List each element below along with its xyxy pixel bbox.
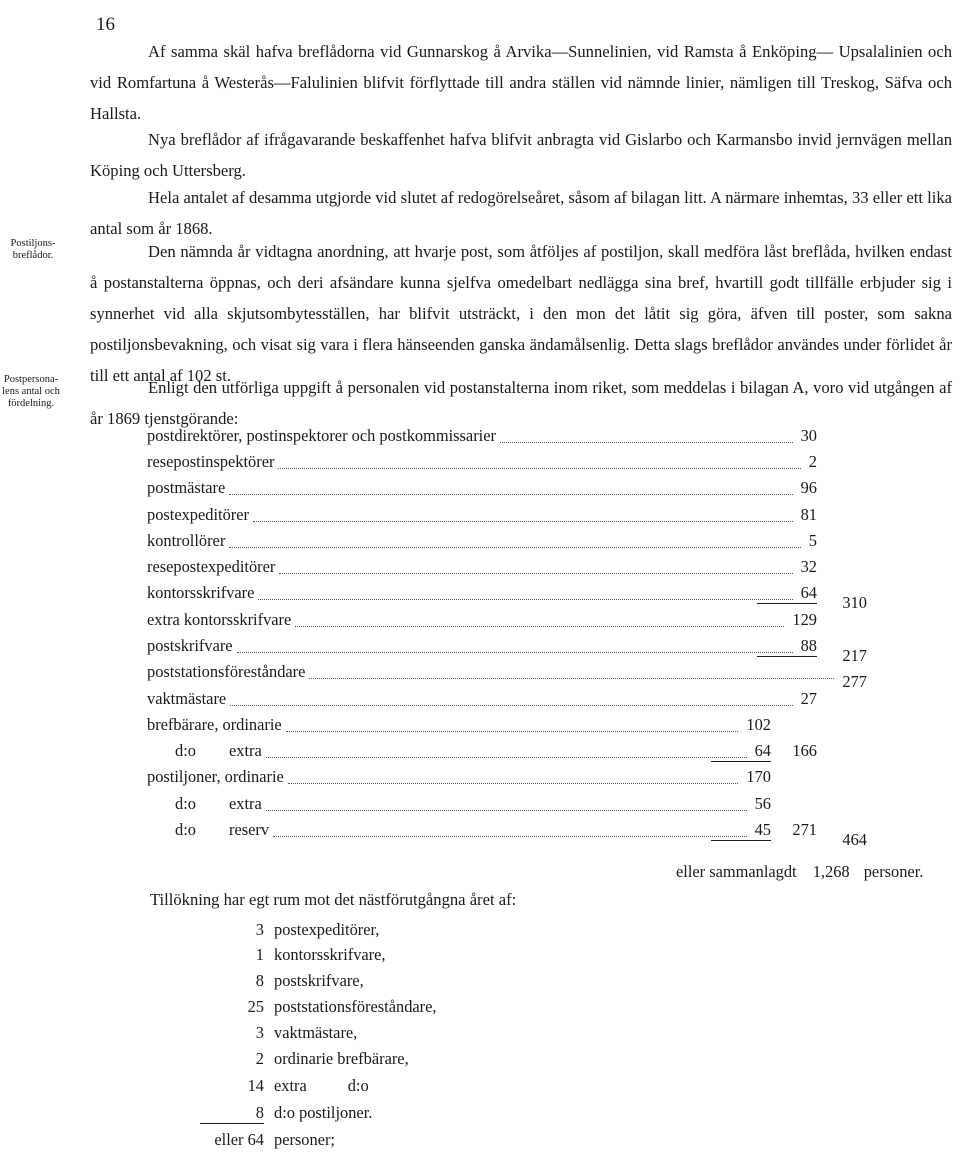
staff-category-label: d:o bbox=[175, 741, 196, 760]
paragraph-3: Hela antalet af desamma utgjorde vid slutet af redogörelseåret, såsom af bilagan litt. A närmare inhemtas, 33 eller ett lika antal som år 1868. bbox=[90, 188, 952, 238]
staff-table-row bbox=[147, 505, 947, 529]
staff-category-label: d:o bbox=[175, 794, 196, 813]
staff-count: 27 bbox=[800, 689, 817, 708]
staff-table-row bbox=[147, 426, 947, 450]
increase-intro: Tillökning har egt rum mot det nästförutgångna året af: bbox=[150, 890, 517, 909]
increase-count: 25 bbox=[247, 997, 264, 1016]
staff-category-label: d:o bbox=[175, 820, 196, 839]
increase-label: postskrifvare, bbox=[274, 971, 364, 990]
staff-table-row bbox=[147, 478, 947, 502]
staff-subcategory-label: reserv bbox=[229, 820, 270, 839]
total-value: 1,268 bbox=[812, 862, 850, 881]
staff-table-row bbox=[147, 636, 947, 665]
staff-table-row bbox=[147, 794, 947, 818]
total-suffix: personer. bbox=[863, 862, 924, 881]
staff-count: 96 bbox=[800, 478, 817, 497]
increase-label: extra d:o bbox=[274, 1076, 369, 1095]
staff-table-row bbox=[147, 531, 947, 555]
increase-label: ordinarie brefbärare, bbox=[274, 1049, 409, 1068]
staff-table-row bbox=[147, 557, 947, 581]
dot-leader bbox=[295, 626, 784, 627]
dot-leader bbox=[229, 547, 801, 548]
staff-category-label: resepostexpeditörer bbox=[147, 557, 276, 576]
total-prefix: eller sammanlagdt bbox=[676, 862, 797, 881]
dot-leader bbox=[258, 599, 793, 600]
staff-count: 56 bbox=[754, 794, 771, 813]
increase-count: 8 bbox=[255, 971, 264, 990]
increase-label: personer; bbox=[274, 1130, 335, 1149]
staff-count: 81 bbox=[800, 505, 817, 524]
staff-count: 32 bbox=[800, 557, 817, 576]
increase-label: poststationsföreståndare, bbox=[274, 997, 437, 1016]
staff-category-label: postdirektörer, postinspektorer och postkommissarier bbox=[147, 426, 496, 445]
staff-category-label: postexpeditörer bbox=[147, 505, 249, 524]
staff-table-row bbox=[147, 610, 947, 634]
staff-table-row bbox=[147, 767, 947, 791]
staff-table-row bbox=[147, 662, 947, 691]
staff-table-row bbox=[147, 689, 947, 713]
staff-count: 129 bbox=[792, 610, 817, 629]
staff-count: 166 bbox=[792, 741, 817, 760]
increase-count: 14 bbox=[247, 1076, 264, 1095]
dot-leader bbox=[286, 731, 738, 732]
paragraph-4: Den nämnda år vidtagna anordning, att hvarje post, som åtföljes af postiljon, skall medföra låst breflåda, hvilken endast å postanstalterna öppnas, och deri afsändare kunna sjelfva omedelbart nedlägga sina bref, hvartill godt tillfälle erbjuder sig i synnerhet vid alla skjutsombytesställen, har blifvit utsträckt, i den mon det låtit sig göra, äfven till poster, som sakna postiljonsbevakning, och visat sig vara i flera hänseenden ganska ändamålsenlig. Detta slags breflådor användes under förlidet år till ett antal af 102 st. bbox=[90, 242, 952, 385]
paragraph-1: Af samma skäl hafva breflådorna vid Gunnarskog å Arvika—Sunnelinien, vid Ramsta å Enköping— Upsalalinien och vid Romfartuna å Westerås—Falulinien blifvit förflyttade till andra ställen vid nämnde linier, nämligen till Treskog, Säfva och Hallsta. bbox=[90, 42, 952, 123]
increase-label: vaktmästare, bbox=[274, 1023, 358, 1042]
dot-leader bbox=[253, 521, 793, 522]
staff-category-label: brefbärare, ordinarie bbox=[147, 715, 282, 734]
dot-leader bbox=[279, 573, 793, 574]
increase-count: eller 64 bbox=[214, 1130, 264, 1149]
dot-leader bbox=[266, 810, 747, 811]
paragraph-5: Enligt den utförliga uppgift å personalen vid postanstalterna inom riket, som meddelas i bilagan A, voro vid utgången af år 1869 tjenstgörande: bbox=[90, 378, 952, 428]
staff-category-label: postskrifvare bbox=[147, 636, 233, 655]
staff-category-label: poststationsföreståndare bbox=[147, 662, 306, 681]
staff-count: 102 bbox=[746, 715, 771, 734]
staff-table-row bbox=[147, 715, 947, 739]
staff-table-row bbox=[147, 452, 947, 476]
staff-count: 88 bbox=[757, 636, 817, 657]
staff-count: 464 bbox=[842, 830, 867, 849]
staff-table-row bbox=[147, 583, 947, 612]
increase-label: d:o postiljoner. bbox=[274, 1103, 373, 1122]
staff-subcategory-label: extra bbox=[229, 741, 262, 760]
dot-leader bbox=[309, 678, 834, 679]
page-number: 16 bbox=[96, 14, 115, 35]
staff-count: 5 bbox=[808, 531, 817, 550]
dot-leader bbox=[500, 442, 793, 443]
staff-table-row bbox=[147, 820, 947, 849]
staff-table-row bbox=[147, 741, 947, 765]
increase-count: 1 bbox=[255, 945, 264, 964]
staff-count: 170 bbox=[746, 767, 771, 786]
margin-note-postiljons: Postiljons- breflådor. bbox=[10, 238, 56, 261]
increase-count: 8 bbox=[200, 1103, 264, 1124]
margin-note-postpersonal: Postpersona- lens antal och fördelning. bbox=[2, 374, 60, 409]
staff-count: 64 bbox=[711, 741, 771, 762]
dot-leader bbox=[266, 757, 747, 758]
staff-category-label: postmästare bbox=[147, 478, 226, 497]
dot-leader bbox=[278, 468, 801, 469]
dot-leader bbox=[273, 836, 747, 837]
staff-count: 271 bbox=[792, 820, 817, 839]
staff-category-label: extra kontorsskrifvare bbox=[147, 610, 292, 629]
paragraph-2: Nya breflådor af ifrågavarande beskaffenhet hafva blifvit anbragta vid Gislarbo och Karmansbo invid jernvägen mellan Köping och Uttersberg. bbox=[90, 130, 952, 180]
staff-category-label: resepostinspektörer bbox=[147, 452, 275, 471]
staff-category-label: vaktmästare bbox=[147, 689, 227, 708]
increase-count: 3 bbox=[255, 920, 264, 939]
dot-leader bbox=[229, 494, 793, 495]
staff-count: 45 bbox=[711, 820, 771, 841]
staff-count: 2 bbox=[808, 452, 817, 471]
staff-count: 30 bbox=[800, 426, 817, 445]
staff-subcategory-label: extra bbox=[229, 794, 262, 813]
increase-label: kontorsskrifvare, bbox=[274, 945, 386, 964]
increase-label: postexpeditörer, bbox=[274, 920, 380, 939]
staff-category-label: kontrollörer bbox=[147, 531, 226, 550]
dot-leader bbox=[230, 705, 793, 706]
dot-leader bbox=[237, 652, 793, 653]
total-row bbox=[676, 862, 923, 882]
staff-category-label: postiljoner, ordinarie bbox=[147, 767, 284, 786]
increase-count: 3 bbox=[255, 1023, 264, 1042]
dot-leader bbox=[288, 783, 738, 784]
staff-count: 64 bbox=[757, 583, 817, 604]
staff-category-label: kontorsskrifvare bbox=[147, 583, 255, 602]
staff-count: 217 bbox=[842, 646, 867, 665]
staff-count: 277 bbox=[842, 672, 867, 691]
increase-count: 2 bbox=[255, 1049, 264, 1068]
staff-count: 310 bbox=[842, 593, 867, 612]
